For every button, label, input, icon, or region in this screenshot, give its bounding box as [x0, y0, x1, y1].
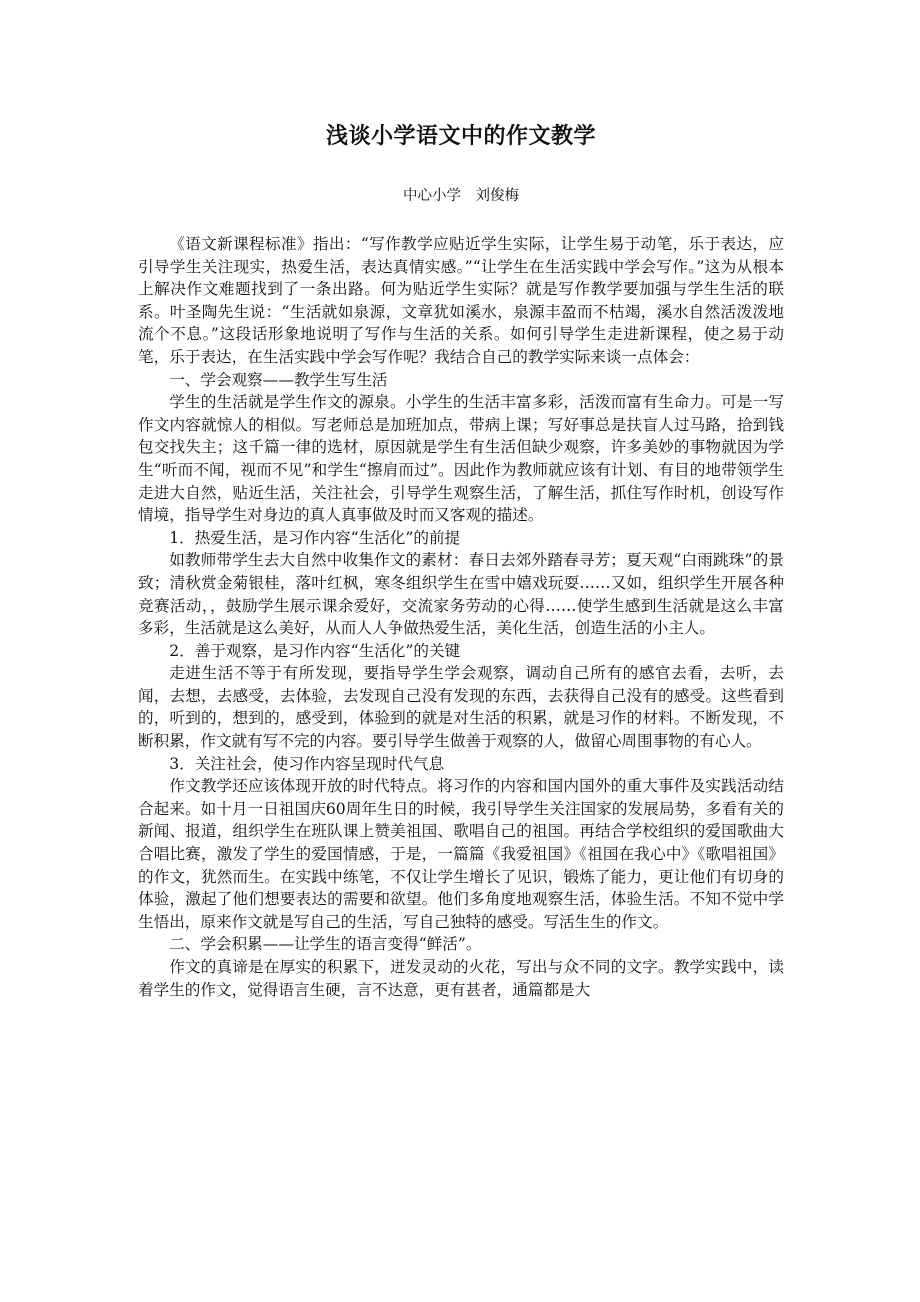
subheading-1: 1．热爱生活，是习作内容“生活化”的前提 — [169, 528, 461, 547]
document-body — [138, 233, 784, 1001]
paragraph: 走进生活不等于有所发现，要指导学生学会观察，调动自己所有的感官去看，去听，去闻，去想，去感受，去体验，去发现自己没有发现的东西，去获得自己没有的感受。这些看到的，听到的，想到的，感受到，体验到的就是对生活的积累，就是习作的材料。不断发现，不断积累，作文就有写不完的内容。要引导学生做善于观察的人，做留心周围事物的有心人。 — [138, 664, 784, 751]
paragraph: 学生的生活就是学生作文的源泉。小学生的生活丰富多彩，活泼而富有生命力。可是一写作文内容就惊人的相似。写老师总是加班加点，带病上课；写好事总是扶盲人过马路，拾到钱包交找失主；这千篇一律的选材，原因就是学生有生活但缺少观察，许多美妙的事物就因为学生“听而不闻，视而不见”和学生“擦肩而过”。因此作为教师就应该有计划、有目的地带领学生走进大自然，贴近生活，关注社会，引导学生观察生活，了解生活，抓住写作时机，创设写作情境，指导学生对身边的真人真事做及时而又客观的描述。 — [138, 393, 784, 525]
subheading-2: 2．善于观察，是习作内容“生活化”的关键 — [169, 641, 461, 660]
document-title: 浅谈小学语文中的作文教学 — [325, 123, 596, 149]
paragraph: 作文教学还应该体现开放的时代特点。将习作的内容和国内国外的重大事件及实践活动结合起来。如十月一日祖国庆60周年生日的时候，我引导学生关注国家的发展局势，多看有关的新闻、报道，组织学生在班队课上赞美祖国、歌唱自己的祖国。再结合学校组织的爱国歌曲大合唱比赛，激发了学生的爱国情感，于是，一篇篇《我爱祖国》《祖国在我心中》《歌唱祖国》的作文，犹然而生。在实践中练笔，不仅让学生增长了见识，锻炼了能力，更让他们有切身的体验，激起了他们想要表达的需要和欲望。他们多角度地观察生活，体验生活。不知不觉中学生悟出，原来作文就是写自己的生活，写自己独特的感受。写活生生的作文。 — [138, 777, 784, 931]
author-line: 中心小学 刘俊梅 — [403, 188, 519, 204]
paragraph-intro: 《语文新课程标准》指出：“写作教学应贴近学生实际，让学生易于动笔，乐于表达，应引导学生关注现实，热爱生活，表达真情实感。”“让学生在生活实践中学会写作。”这为从根本上解决作文难题找到了一条出路。何为贴近学生实际？就是写作教学要加强与学生生活的联系。叶圣陶先生说：“生活就如泉源，文章犹如溪水，泉源丰盈而不枯竭，溪水自然活泼泼地流个不息。”这段话形象地说明了写作与生活的关系。如何引导学生走进新课程，使之易于动笔，乐于表达，在生活实践中学会写作呢？我结合自己的教学实际来谈一点体会： — [138, 235, 784, 366]
paragraph: 如教师带学生去大自然中收集作文的素材：春日去郊外踏春寻芳；夏天观“白雨跳珠”的景致；清秋赏金菊银桂，落叶红枫，寒冬组织学生在雪中嬉戏玩耍……又如，组织学生开展各种竞赛活动，，鼓励学生展示课余爱好，交流家务劳动的心得……使学生感到生活就是这么丰富多彩，生活就是这么美好，从而人人争做热爱生活，美化生活，创造生活的小主人。 — [138, 551, 784, 638]
subheading-3: 3．关注社会，使习作内容呈现时代气息 — [169, 754, 445, 773]
section-heading-1: 一、学会观察——教学生写生活 — [169, 370, 388, 389]
paragraph: 作文的真谛是在厚实的积累下，迸发灵动的火花，写出与众不同的文字。教学实践中，读着学生的作文，觉得语言生硬，言不达意，更有甚者，通篇都是大 — [138, 958, 784, 999]
section-heading-2: 二、学会积累——让学生的语言变得“鲜活”。 — [169, 935, 482, 954]
